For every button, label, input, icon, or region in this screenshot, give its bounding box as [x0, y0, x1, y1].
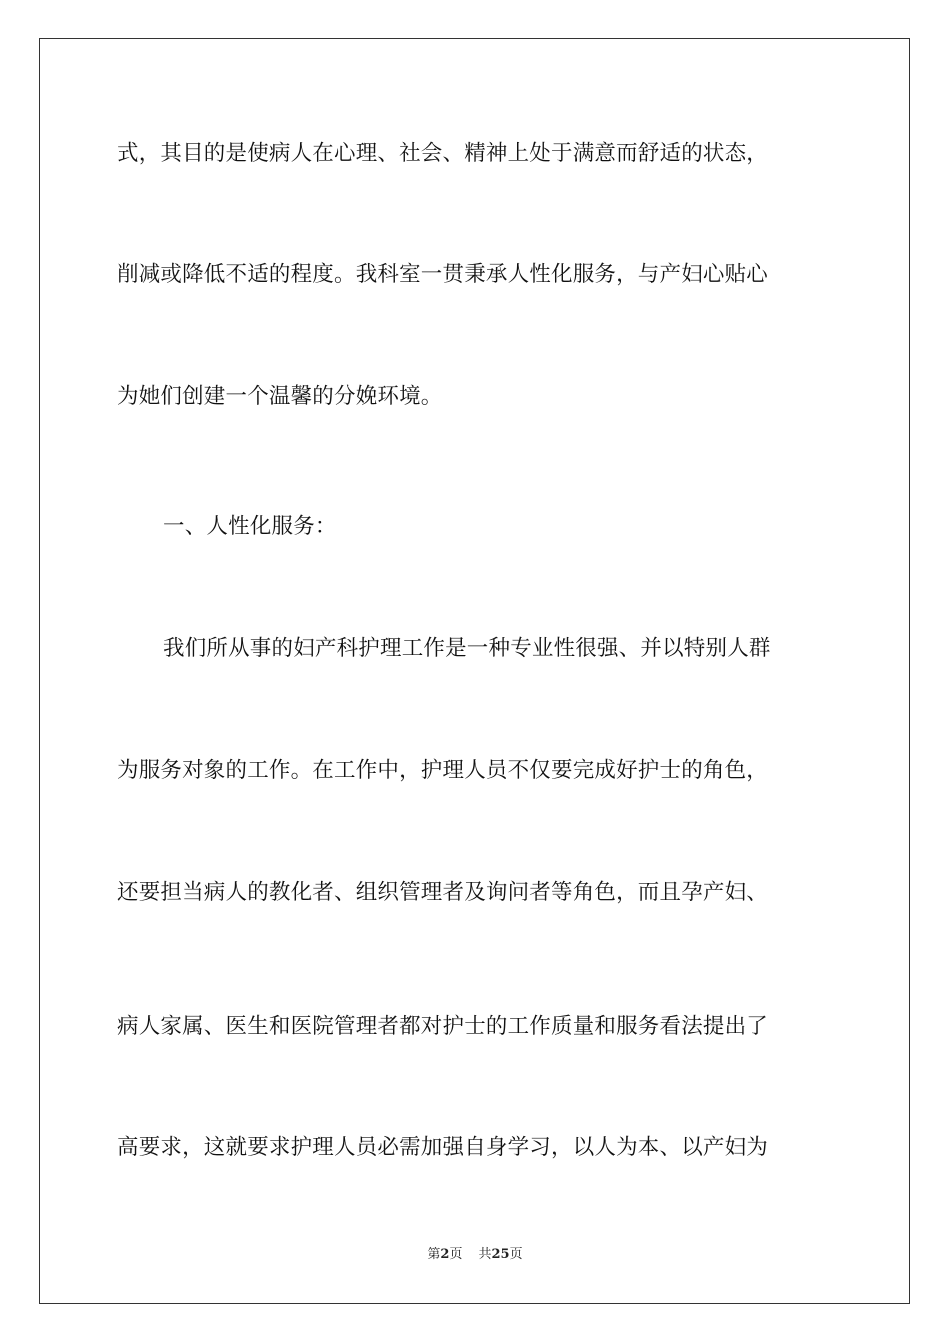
text-line: 式，其目的是使病人在心理、社会、精神上处于满意而舒适的状态， [117, 141, 769, 166]
text-line: 高要求，这就要求护理人员必需加强自身学习，以人为本、以产妇为 [117, 1135, 769, 1160]
total-pages: 25 [491, 1247, 510, 1262]
total-prefix: 共 [478, 1247, 492, 1262]
text-line: 削减或降低不适的程度。我科室一贯秉承人性化服务，与产妇心贴心 [117, 262, 769, 287]
total-suffix: 页 [509, 1247, 523, 1262]
page-suffix: 页 [449, 1247, 463, 1262]
page-border [39, 38, 910, 1304]
page-number: 2 [440, 1247, 450, 1262]
text-line: 还要担当病人的教化者、组织管理者及询问者等角色，而且孕产妇、 [117, 880, 769, 905]
text-line: 为服务对象的工作。在工作中，护理人员不仅要完成好护士的角色， [117, 758, 769, 783]
text-line: 病人家属、医生和医院管理者都对护士的工作质量和服务看法提出了 [117, 1014, 769, 1039]
text-line: 为她们创建一个温馨的分娩环境。 [117, 384, 443, 409]
page-footer [0, 1246, 950, 1264]
section-heading: 一、人性化服务： [163, 514, 337, 539]
text-line: 我们所从事的妇产科护理工作是一种专业性很强、并以特别人群 [163, 636, 771, 661]
page-prefix: 第 [427, 1247, 441, 1262]
